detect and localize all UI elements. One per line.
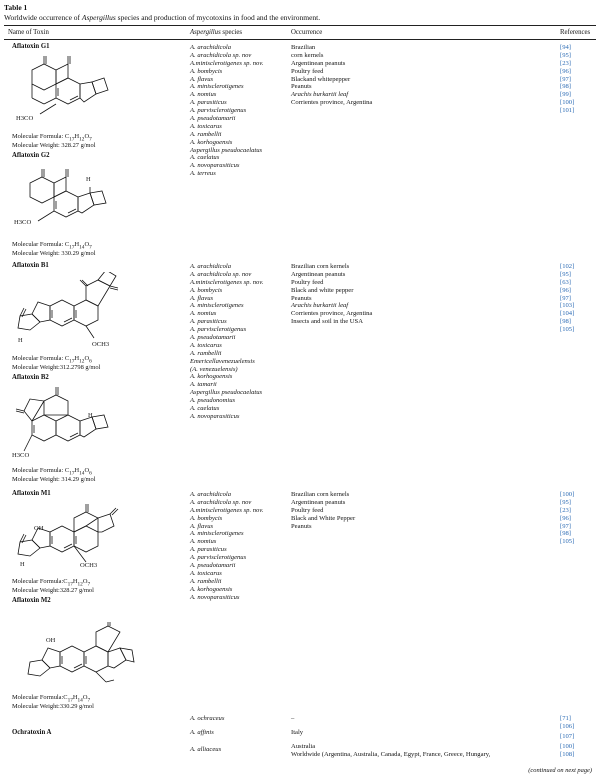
species-list xyxy=(190,492,263,602)
species-item: Aspergillus pseudocaelatus xyxy=(190,146,263,154)
species-item: A. bombycis xyxy=(190,67,223,75)
structure-aflatoxin-m1 xyxy=(10,500,122,578)
species-item: A. tamarii xyxy=(190,381,217,389)
species-item: A. arachidicola sp. nov xyxy=(190,51,252,59)
occurrence-item: Arachis burkartii leaf xyxy=(291,91,349,99)
species-item: A. nomius xyxy=(190,310,217,318)
label-hydrogen: H xyxy=(88,412,93,419)
molecular-weight: Molecular Weight:330.29 g/mol xyxy=(12,703,94,710)
species-cell: A. alliaceus xyxy=(190,746,222,753)
occurrence-list xyxy=(291,492,355,531)
species-item: A. parvisclerotigenus xyxy=(190,326,247,334)
header-occurrence: Occurrence xyxy=(291,29,323,36)
species-cell: A. affinis xyxy=(190,729,214,736)
occurrence-cell: Australia xyxy=(291,743,316,750)
reference-item[interactable]: [101] xyxy=(560,107,575,115)
reference-item[interactable]: [100] xyxy=(560,99,575,107)
molecular-formula: Molecular $Formula:C_{17}H_{14}O_7$ xyxy=(12,694,91,704)
reference-item[interactable]: [105] xyxy=(560,538,575,546)
occurrence-item: Argentinean peanuts xyxy=(291,59,346,67)
species-item: A. novoparasiticus xyxy=(190,412,240,420)
structure-aflatoxin-g1 xyxy=(10,52,116,130)
occurrence-item: Poultry feed xyxy=(291,278,324,286)
toxin-name: Ochratoxin A xyxy=(12,729,52,736)
reference-item[interactable]: [98] xyxy=(560,318,571,326)
species-item: A. bombycis xyxy=(190,286,223,294)
label-methoxy: H3CO xyxy=(12,452,30,459)
toxin-name: Aflatoxin B2 xyxy=(12,374,49,381)
header-toxin: Name of Toxin xyxy=(8,29,49,36)
species-item: A. korhogoensis xyxy=(190,373,233,381)
molecular-weight: Molecular Weight:328.27 g/mol xyxy=(12,587,94,594)
species-item: A. minisclerotigenes xyxy=(190,530,244,538)
label-methoxy: OCH3 xyxy=(92,341,110,348)
molecular-formula: Molecular Formula: $C_{17}H_{12}O_6$ xyxy=(12,355,92,365)
species-item: A. rambellii xyxy=(190,577,222,585)
occurrence-item: Peanuts xyxy=(291,294,312,302)
table-header-rule xyxy=(4,39,596,40)
species-item: A. pseudotamarii xyxy=(190,562,236,570)
occurrence-item: Corrientes province, Argentina xyxy=(291,99,373,107)
molecular-formula: Molecular $Formula:C_{17}H_{12}O_7$ xyxy=(12,578,91,588)
reference-item[interactable]: [96] xyxy=(560,67,571,75)
species-item: A. bombycis xyxy=(190,514,223,522)
reference-cell: [106] xyxy=(560,723,575,730)
occurrence-item: Poultry feed xyxy=(291,67,324,75)
species-item: Aspergillus pseudocaelatus xyxy=(190,389,263,397)
molecular-weight: Molecular Weight:312.2798 g/mol xyxy=(12,364,101,371)
species-list xyxy=(190,45,263,179)
table-top-rule xyxy=(4,25,596,26)
table-label: Table 1 xyxy=(4,3,28,12)
reference-list xyxy=(560,264,574,335)
reference-item[interactable]: [97] xyxy=(560,75,571,83)
species-item: A. novoparasiticus xyxy=(190,593,240,601)
reference-list xyxy=(560,45,574,116)
species-item: A. caelatus xyxy=(190,154,220,162)
species-item: A. parvisclerotigenus xyxy=(190,107,247,115)
reference-item[interactable]: [103] xyxy=(560,302,575,310)
reference-item[interactable]: [96] xyxy=(560,286,571,294)
occurrence-cell: Italy xyxy=(291,729,304,736)
species-cell: A. ochraceus xyxy=(190,715,225,722)
toxin-name: Aflatoxin M1 xyxy=(12,490,51,497)
species-item: A.minisclerotigenes sp. nov. xyxy=(190,506,264,514)
species-item: A. flavus xyxy=(190,75,214,83)
occurrence-list xyxy=(291,264,372,327)
reference-item[interactable]: [96] xyxy=(560,514,571,522)
species-item: A. toxicarus xyxy=(190,122,222,130)
reference-item[interactable]: [102] xyxy=(560,263,575,270)
reference-item[interactable]: [99] xyxy=(560,91,571,99)
occurrence-item: Corrientes province, Argentina xyxy=(291,310,373,318)
occurrence-item: Brazilian xyxy=(291,44,316,51)
species-item: A. arachidicola xyxy=(190,44,232,51)
molecular-formula: Molecular Formula: $C_{17}H_{14}O_6$ xyxy=(12,467,92,477)
occurrence-item: Blackand whitepepper xyxy=(291,75,351,83)
species-item: A. korhogoensis xyxy=(190,138,233,146)
species-item: A. parasiticus xyxy=(190,99,227,107)
label-hydrogen: H xyxy=(86,176,91,183)
occurrence-cell: – xyxy=(291,715,295,722)
occurrence-item: Arachis burkartii leaf xyxy=(291,302,349,310)
structure-aflatoxin-b1 xyxy=(10,272,122,356)
occurrence-item: Brazilian corn kernels xyxy=(291,491,350,498)
reference-item[interactable]: [23] xyxy=(560,59,571,67)
molecular-weight: Molecular Weight: 330.29 g/mol xyxy=(12,250,96,257)
reference-cell: [108] xyxy=(560,751,575,758)
species-item: A. arachidicola sp. nov xyxy=(190,270,252,278)
species-item: A. parasiticus xyxy=(190,318,227,326)
occurrence-item: Peanuts xyxy=(291,83,312,91)
occurrence-item: Peanuts xyxy=(291,522,312,530)
species-item: A. toxicarus xyxy=(190,341,222,349)
continued-note: (continued on next page) xyxy=(528,767,592,774)
species-item: A. flavus xyxy=(190,294,214,302)
reference-item[interactable]: [95] xyxy=(560,270,571,278)
occurrence-item: corn kernels xyxy=(291,51,324,59)
species-item: A. rambellii xyxy=(190,349,222,357)
species-item: A. nomius xyxy=(190,538,217,546)
reference-item[interactable]: [23] xyxy=(560,506,571,514)
reference-item[interactable]: [104] xyxy=(560,310,575,318)
occurrence-item: Black and White Pepper xyxy=(291,514,356,522)
species-item: A. minisclerotigenes xyxy=(190,83,244,91)
species-item: A. caelatus xyxy=(190,405,220,413)
species-item: A. toxicarus xyxy=(190,569,222,577)
reference-cell: [100] xyxy=(560,743,575,750)
occurrence-item: Argentinean peanuts xyxy=(291,270,346,278)
species-item: A. korhogoensis xyxy=(190,585,233,593)
occurrence-item: Argentinean peanuts xyxy=(291,498,346,506)
header-species: Aspergillus species xyxy=(190,29,243,36)
reference-item[interactable]: [95] xyxy=(560,51,571,59)
reference-item[interactable]: [105] xyxy=(560,326,575,334)
species-item: A. arachidicola xyxy=(190,263,232,270)
header-references: References xyxy=(560,29,591,36)
molecular-formula: Molecular Formula: $C_{17}H_{12}O_7$ xyxy=(12,133,92,143)
species-item: A. arachidicola sp. nov xyxy=(190,498,252,506)
label-hydrogen: H xyxy=(20,561,25,568)
label-methoxy: H3CO xyxy=(14,219,32,226)
species-item: A. terreus xyxy=(190,170,216,178)
label-hydroxyl: OH xyxy=(46,637,56,644)
occurrence-item: Insects and soil in the USA xyxy=(291,318,363,326)
molecular-formula: Molecular Formula: $C_{17}H_{14}O_7$ xyxy=(12,241,92,251)
reference-item[interactable]: [63] xyxy=(560,278,571,286)
reference-cell: [107] xyxy=(560,733,575,740)
species-list xyxy=(190,264,263,422)
species-item: Emericellavenezuelensis xyxy=(190,357,255,365)
species-item: A.minisclerotigenes sp. nov. xyxy=(190,278,264,286)
structure-aflatoxin-m2 xyxy=(10,622,150,694)
occurrence-list xyxy=(291,45,372,108)
label-hydrogen: H xyxy=(18,337,23,344)
reference-item[interactable]: [97] xyxy=(560,294,571,302)
species-item: A. nomius xyxy=(190,91,217,99)
occurrence-item: Poultry feed xyxy=(291,506,324,514)
toxin-name: Aflatoxin B1 xyxy=(12,262,49,269)
occurrence-item: Black and white pepper xyxy=(291,286,354,294)
reference-cell: [71] xyxy=(560,715,571,722)
species-item: A. novoparasiticus xyxy=(190,162,240,170)
toxin-name: Aflatoxin G2 xyxy=(12,152,50,159)
species-item: A.minisclerotigenes sp. nov. xyxy=(190,59,264,67)
species-item: (A. venezuelensis) xyxy=(190,365,238,373)
reference-item[interactable]: [95] xyxy=(560,498,571,506)
reference-item[interactable]: [100] xyxy=(560,491,575,498)
label-methoxy: OCH3 xyxy=(80,562,98,569)
species-item: A. parvisclerotigenus xyxy=(190,554,247,562)
structure-aflatoxin-b2 xyxy=(10,385,120,465)
species-item: A. pseudotamarii xyxy=(190,115,236,123)
species-item: A. pseudonomius xyxy=(190,397,236,405)
species-item: A. minisclerotigenes xyxy=(190,302,244,310)
toxin-name: Aflatoxin G1 xyxy=(12,43,50,50)
occurrence-item: Brazilian corn kernels xyxy=(291,263,350,270)
reference-list xyxy=(560,492,574,547)
species-item: A. pseudotamarii xyxy=(190,334,236,342)
reference-item[interactable]: [97] xyxy=(560,522,571,530)
species-item: A. flavus xyxy=(190,522,214,530)
reference-item[interactable]: [98] xyxy=(560,530,571,538)
label-hydroxyl: OH xyxy=(34,525,44,532)
molecular-weight: Molecular Weight: 314.29 g/mol xyxy=(12,476,96,483)
species-item: A. rambellii xyxy=(190,130,222,138)
molecular-weight: Molecular Weight: 328.27 g/mol xyxy=(12,142,96,149)
species-item: A. arachidicola xyxy=(190,491,232,498)
table-caption: Worldwide occurrence of Aspergillus species and production of mycotoxins in food and the environment. xyxy=(4,13,321,22)
species-item: A. parasiticus xyxy=(190,546,227,554)
toxin-name: Aflatoxin M2 xyxy=(12,597,51,604)
reference-item[interactable]: [98] xyxy=(560,83,571,91)
structure-aflatoxin-g2 xyxy=(10,163,116,233)
occurrence-cell: Worldwide (Argentina, Australia, Canada, Egypt, France, Greece, Hungary, xyxy=(291,751,491,758)
label-methoxy: H3CO xyxy=(16,115,34,122)
reference-item[interactable]: [94] xyxy=(560,44,571,51)
